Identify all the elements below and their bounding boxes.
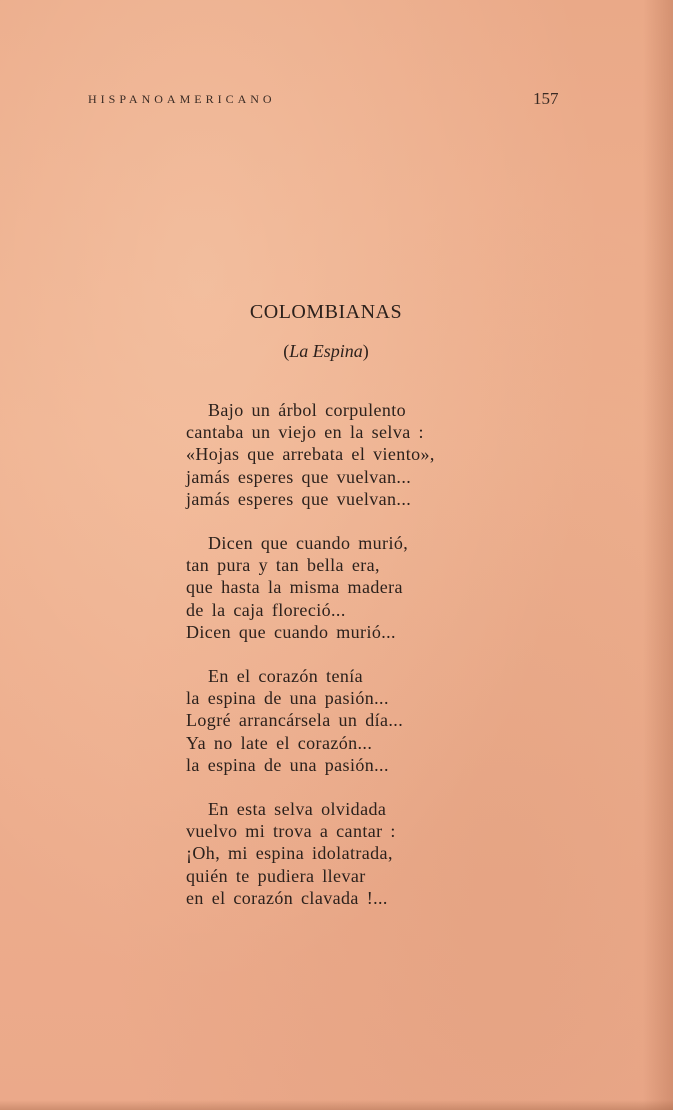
poem-line: la espina de una pasión... xyxy=(186,688,389,709)
poem-line: «Hojas que arrebata el viento», xyxy=(186,444,435,465)
subtitle-close-paren: ) xyxy=(362,341,369,361)
page-edge-shadow xyxy=(643,0,673,1110)
poem-body xyxy=(186,399,435,931)
poem-line: vuelvo mi trova a cantar : xyxy=(186,821,396,842)
stanza xyxy=(186,798,435,909)
poem-title: COLOMBIANAS xyxy=(249,301,403,323)
stanza xyxy=(186,399,435,510)
poem-line: que hasta la misma madera xyxy=(186,577,403,598)
poem-line: En el corazón tenía xyxy=(208,666,364,687)
poem-line: jamás esperes que vuelvan... xyxy=(186,466,412,487)
running-head: HISPANOAMERICANO xyxy=(88,92,276,106)
stanza xyxy=(186,532,435,643)
poem-line: En esta selva olvidada xyxy=(208,799,387,820)
page-number: 157 xyxy=(533,89,559,108)
poem-line: Ya no late el corazón... xyxy=(186,732,373,753)
poem-line: Logré arrancársela un día... xyxy=(186,710,404,731)
stanza xyxy=(186,665,435,776)
subtitle-open-paren: ( xyxy=(283,341,290,361)
poem-line: la espina de una pasión... xyxy=(186,754,389,775)
poem-line: Bajo un árbol corpulento xyxy=(208,400,407,420)
poem-line: quién te pudiera llevar xyxy=(186,865,366,886)
poem-line: Dicen que cuando murió... xyxy=(186,621,396,642)
page-bottom-edge xyxy=(0,1100,673,1110)
poem-line: jamás esperes que vuelvan... xyxy=(186,488,412,509)
poem-line: de la caja floreció... xyxy=(186,599,346,620)
poem-line: tan pura y tan bella era, xyxy=(186,555,380,576)
poem-subtitle xyxy=(0,341,652,362)
poem-line: cantaba un viejo en la selva : xyxy=(186,422,424,443)
poem-line: ¡Oh, mi espina idolatrada, xyxy=(186,843,393,864)
poem-line: en el corazón clavada !... xyxy=(186,887,388,908)
subtitle-italic: La Espina xyxy=(289,341,363,361)
poem-line: Dicen que cuando murió, xyxy=(208,533,409,554)
